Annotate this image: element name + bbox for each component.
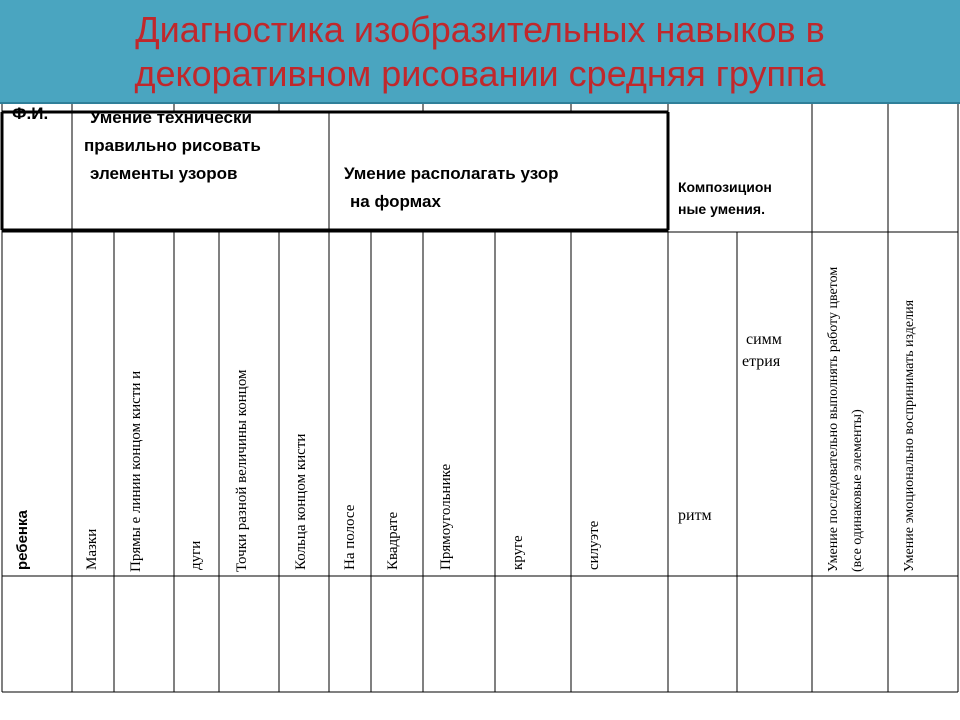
col-child: ребенка — [14, 510, 31, 570]
title-line-2: декоративном рисовании средняя группа — [134, 53, 826, 94]
group-arrange-line-1: Умение располагать узор — [344, 164, 559, 183]
col-strip: На полосе — [342, 504, 358, 570]
col-lines: Прямы е линии концом кисти и — [128, 370, 144, 572]
header-fio: Ф.И. — [12, 104, 49, 123]
col-mazki: Мазки — [84, 528, 100, 570]
group-technical-line-2: правильно рисовать — [84, 136, 261, 155]
col-rect: Прямоугольнике — [438, 463, 454, 570]
page-title — [0, 8, 960, 96]
col-emotion: Умение эмоционально воспринимать изделия — [902, 299, 917, 572]
col-rings: Кольца концом кисти — [293, 433, 309, 570]
table-cell-child-name[interactable] — [3, 577, 71, 691]
col-color-line-2: (все одинаковые элементы) — [850, 409, 865, 572]
group-arrange-line-2: на формах — [350, 192, 441, 211]
col-silhouette: силуэте — [586, 520, 602, 570]
group-composition-line-1: Композицион — [678, 179, 772, 195]
col-circle: круге — [510, 535, 526, 570]
col-symmetry-line-2: етрия — [742, 353, 781, 370]
group-composition-line-2: ные умения. — [678, 201, 765, 217]
col-symmetry-line-1: симм — [746, 331, 782, 348]
title-banner — [0, 0, 960, 104]
col-arcs: дуги — [188, 540, 204, 570]
title-line-1: Диагностика изобразительных навыков в — [135, 9, 825, 50]
col-dots: Точки разной величины концом — [234, 369, 250, 572]
col-square: Квадрате — [385, 511, 401, 570]
col-color-line-1: Умение последовательно выполнять работу цветом — [826, 266, 841, 572]
group-technical-line-1: Умение технически — [90, 108, 252, 127]
group-technical-line-3: элементы узоров — [90, 164, 238, 183]
col-rhythm: ритм — [678, 507, 712, 524]
